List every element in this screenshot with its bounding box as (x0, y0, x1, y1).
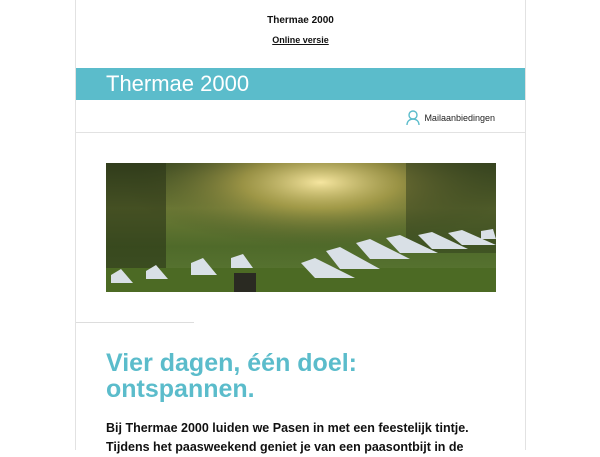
nav-row (76, 100, 525, 133)
garden-loungers-image (106, 163, 496, 292)
brand-title: Thermae 2000 (106, 71, 250, 96)
brand-banner (76, 68, 525, 100)
mail-offers-link[interactable] (406, 110, 495, 125)
hero-image (106, 163, 496, 292)
article-heading: Vier dagen, één doel: ontspannen. (106, 349, 358, 403)
email-container (75, 0, 526, 454)
article-body: Bij Thermae 2000 luiden we Pasen in met een feestelijk tintje. Tijdens het paasweekend geniet je van een paasontbijt in de (106, 421, 469, 454)
user-icon (406, 110, 420, 125)
online-version-link[interactable]: Online versie (272, 35, 329, 45)
section-divider (76, 322, 194, 323)
mail-offers-label: Mailaanbiedingen (424, 112, 495, 123)
preheader-title: Thermae 2000 (267, 15, 334, 26)
